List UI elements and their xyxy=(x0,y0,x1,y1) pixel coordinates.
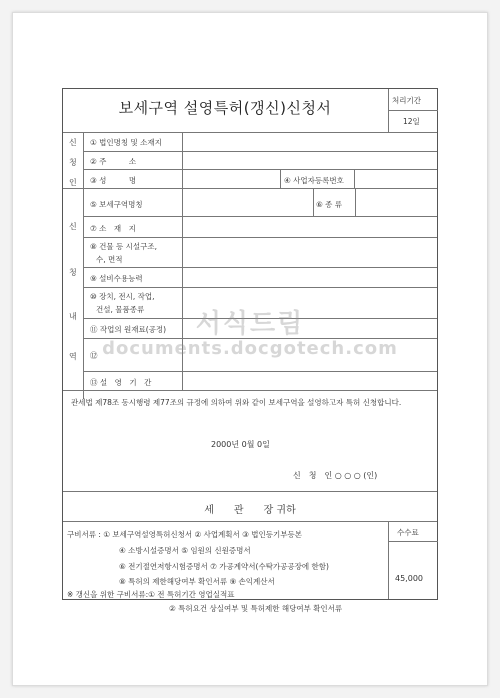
content-side-label: 신 xyxy=(69,222,77,231)
divider xyxy=(388,110,438,111)
applicant-side-label: 신 xyxy=(69,138,77,147)
watermark-title: 서식드림 xyxy=(195,309,305,339)
building-area-field: 수, 면적 xyxy=(96,255,123,264)
applicant-signature: 신 청 인 ○ ○ ○ (인) xyxy=(293,471,378,480)
building-structure-field: ⑧ 건물 등 시설구조, xyxy=(90,242,157,251)
applicant-side-label: 인 xyxy=(69,178,77,187)
location-field: ⑦ 소 재 지 xyxy=(90,224,136,233)
divider xyxy=(83,151,437,152)
divider xyxy=(63,521,437,522)
divider xyxy=(354,169,355,188)
divider xyxy=(83,169,437,170)
divider xyxy=(83,216,437,217)
divider xyxy=(63,390,437,391)
renewal-attachment-line: ② 특허요건 상실여부 및 특허제한 해당여부 확인서류 xyxy=(169,604,343,613)
attachment-line: 구비서류 : ① 보세구역설영특허신청서 ② 사업계획서 ③ 법인등기부등본 xyxy=(67,530,302,539)
divider xyxy=(313,188,314,216)
business-number-field: ④ 사업자등록번호 xyxy=(284,176,344,185)
divider xyxy=(355,188,356,216)
divider xyxy=(63,132,437,133)
fee-label: 수수료 xyxy=(397,528,419,537)
raw-material-field: ⑪ 작업의 원재료(공정) xyxy=(90,325,167,334)
processing-period-value: 12일 xyxy=(403,117,420,126)
divider xyxy=(83,371,437,372)
processing-period-label: 처리기간 xyxy=(392,96,421,105)
divider xyxy=(63,188,437,189)
field-12: ⑫ xyxy=(90,351,98,360)
divider xyxy=(83,287,437,288)
attachment-line: ⑧ 특허의 제한해당여부 확인서류 ⑨ 손익계산서 xyxy=(119,577,275,586)
content-side-label: 내 xyxy=(69,312,77,321)
divider xyxy=(83,237,437,238)
watermark-url: documents.docgotech.com xyxy=(102,338,398,359)
type-field: ⑥ 종 류 xyxy=(316,200,342,209)
attachment-line: ④ 소방시설증명서 ⑤ 임원의 신원증명서 xyxy=(119,546,251,555)
application-date: 2000년 0월 0일 xyxy=(211,440,270,449)
operation-period-field: ⑬ 설 영 기 간 xyxy=(90,378,152,387)
name-field: ③ 성 명 xyxy=(90,176,137,185)
capacity-field: ⑨ 설비수용능력 xyxy=(90,274,143,283)
applicant-side-label: 청 xyxy=(69,158,77,167)
content-side-label: 역 xyxy=(69,352,77,361)
address-field: ② 주 소 xyxy=(90,157,137,166)
fee-value: 45,000 xyxy=(395,574,423,583)
goods-type-field-cont: 건설, 물품종류 xyxy=(96,305,145,314)
goods-type-field: ⑩ 장치, 전시, 작업, xyxy=(90,292,155,301)
corporate-name-field: ① 법인명칭 및 소재지 xyxy=(90,138,162,147)
application-statement: 관세법 제78조 동시행령 제77조의 규정에 의하여 위와 같이 보세구역을 설영하고자 특허 신청합니다. xyxy=(71,398,402,407)
divider xyxy=(388,541,438,542)
form-title: 보세구역 설영특허(갱신)신청서 xyxy=(118,99,332,117)
content-side-label: 청 xyxy=(69,268,77,277)
divider xyxy=(83,267,437,268)
divider xyxy=(280,169,281,188)
divider xyxy=(388,521,389,599)
divider xyxy=(63,491,437,492)
renewal-attachment-line: ※ 갱신을 위한 구비서류:① 전 특허기간 영업실적표 xyxy=(67,590,235,599)
recipient-line: 세 관 장 귀하 xyxy=(204,505,296,516)
attachment-line: ⑥ 전기절연저항시험증명서 ⑦ 가공계약서(수탁가공공장에 한함) xyxy=(119,562,329,571)
bonded-area-name-field: ⑤ 보세구역명칭 xyxy=(90,200,143,209)
